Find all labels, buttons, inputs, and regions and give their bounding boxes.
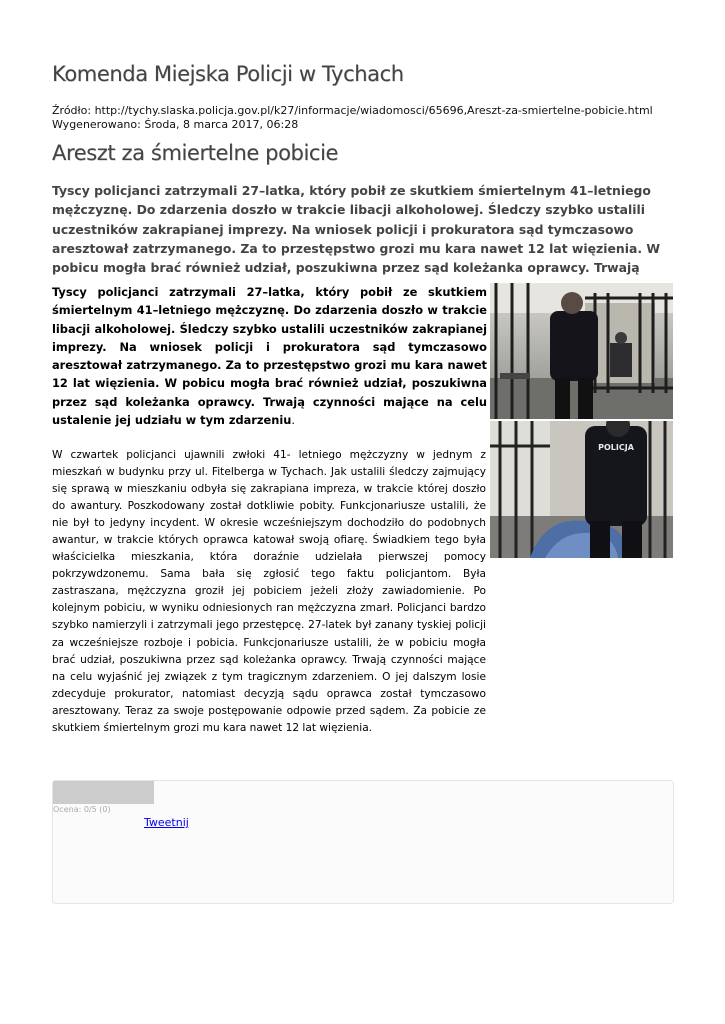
article-title: Areszt za śmiertelne pobicie (52, 141, 339, 165)
rating-label: Ocena: 0/5 (0) (53, 805, 111, 814)
document-meta (52, 104, 653, 132)
photo-police-officer-cell-image (490, 421, 673, 558)
photo-police-label: POLICJA (598, 443, 634, 452)
tweet-link[interactable]: Tweetnij (144, 816, 189, 829)
generated-line: Wygenerowano: Środa, 8 marca 2017, 06:28 (52, 118, 299, 131)
photo-police-officer-cell (490, 421, 673, 558)
photo-police-cell-corridor-image (490, 283, 673, 419)
article-body: W czwartek policjanci ujawnili zwłoki 41- letniego mężczyzny w jednym z mieszkań w budynku przy ul. Fitelberga w Tychach. Jak ustalili śledczy zajmujący się sprawą w mieszkaniu odbyła się zakrapiana impreza, w trakcie której doszło do awantury. Poszkodowany został dotkliwie pobity. Funkcjonariusze ustalili, że nie był to jedyny incydent. W okresie wcześniejszym dochodziło do podobnych awantur, w trakcie których oprawca katował swoją ofiarę. Świadkiem tego była właścicielka mieszkania, która doraźnie udzielała pierwszej pomocy pokrzywdzonemu. Sama bała się zgłosić tego faktu policjantom. Była zastraszana, mężczyzna groził jej pobiciem jeżeli złoży zawiadomienie. Po kolejnym pobiciu, w wyniku odniesionych ran mężczyzna zmarł. Policjanci bardzo szybko namierzyli i zatrzymali jego przestępcę. 27-latek był zanany tyskiej policji za wcześniejsze rozboje i pobicia. Funkcjonariusze ustalili, że w pobiciu mogła brać udział, poszukiwna przez sąd koleżanka oprawcy. Trwają czynności mające na celu wyjaśnić jej związek z tym tragicznym zdarzeniem. O jej dalszym losie zdecyduje prokurator, natomiast decyzją sądu oprawca został tymczasowo aresztowany. Teraz za swoje postępowanie odpowie przed sądem. Za pobicie ze skutkiem śmiertelnym grozi mu kara nawet 12 lat więzienia. (52, 449, 486, 734)
rating-panel (52, 780, 674, 904)
article-lead-repeat-end: . (291, 413, 296, 428)
article-lead-repeat (52, 283, 487, 429)
source-line: Źródło: http://tychy.slaska.policja.gov.pl/k27/informacje/wiadomosci/65696,Areszt-za-smiertelne-pobicie.html (52, 104, 653, 117)
article-lead: Tyscy policjanci zatrzymali 27–latka, który pobił ze skutkiem śmiertelnym 41–letniego mężczyznę. Do zdarzenia doszło w trakcie libacji alkoholowej. Śledczy szybko ustalili uczestników zakrapianej imprezy. Na wniosek policji i prokuratora sąd tymczasowo aresztował zatrzymanego. Za to przestępstwo grozi mu kara nawet 12 lat więzienia. W pobicu mogła brać również udział, poszukiwna przez sąd koleżanka oprawcy. Trwają (52, 183, 661, 276)
site-title: Komenda Miejska Policji w Tychach (52, 62, 404, 86)
rating-stars-bar[interactable] (53, 781, 154, 804)
article-lead-repeat-text: Tyscy policjanci zatrzymali 27–latka, który pobił ze skutkiem śmiertelnym 41–letniego mężczyznę. Do zdarzenia doszło w trakcie libacji alkoholowej. Śledczy szybko ustalili uczestników zakrapianej imprezy. Na wniosek policji i prokuratora sąd tymczasowo aresztował zatrzymanego. Za to przestępstwo grozi mu kara nawet 12 lat więzienia. W pobicu mogła brać również udział, poszukiwna przez sąd koleżanka oprawcy. Trwają czynności mające na celu ustalenie jej udziału w tym zdarzeniu (52, 285, 487, 428)
photo-police-cell-corridor (490, 283, 673, 419)
